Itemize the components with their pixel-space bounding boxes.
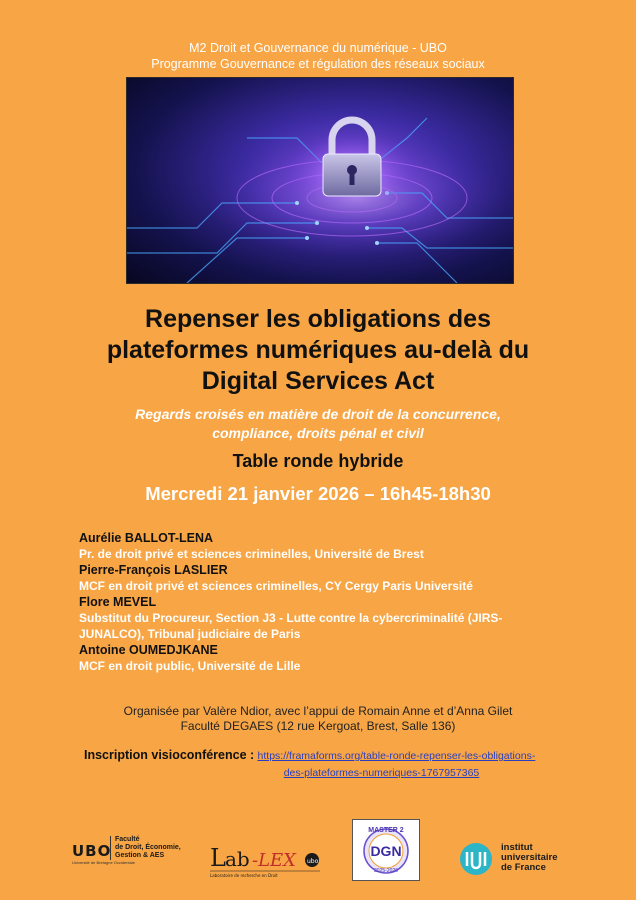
title-line-2: plateformes numériques au-delà du [106,336,530,364]
speaker-role: Substitut du Procureur, Section J3 - Lutte contre la cybercriminalité (JIRS- [79,611,503,625]
dgn-label: DGN [370,843,402,859]
header-line-1: M2 Droit et Gouvernance du numérique - UBO [189,41,447,55]
faculte-logo [110,836,181,860]
organisation-line-1: Organisée par Valère Ndior, avec l’appui de Romain Anne et d’Anna Gilet [123,704,513,718]
iuf-emblem [459,842,493,876]
cyber-lock-illustration [127,78,513,283]
svg-text:-LEX: -LEX [252,850,296,871]
inscription-label: Inscription visioconférence : [84,748,255,762]
ubo-tagline: Université de Bretagne Occidentale [72,860,135,865]
master-label: MASTER 2 [368,827,404,834]
speaker-role: MCF en droit public, Université de Lille [79,659,301,673]
speaker-3 [79,594,549,642]
svg-text:L: L [210,844,226,872]
hero-image [126,77,514,284]
speaker-role: MCF en droit privé et sciences criminelles, CY Cergy Paris Université [79,579,473,593]
speaker-name: Flore MEVEL [79,595,157,609]
lablex-logo [210,838,320,878]
iuf-logo [459,842,579,878]
speaker-4 [79,642,549,674]
svg-text:ab: ab [225,847,250,871]
faculte-line-1: Faculté [115,836,140,843]
inscription-link-line-2[interactable]: des-plateformes-numeriques-1767957365 [283,767,480,779]
header-line-2: Programme Gouvernance et régulation des réseaux sociaux [151,57,485,71]
speakers-list [79,530,549,674]
title-line-3: Digital Services Act [201,367,435,395]
title-line-1: Repenser les obligations des [145,305,491,333]
iuf-line-1: institut [501,842,533,853]
organisation [0,704,636,734]
iuf-line-3: de France [501,862,546,873]
speaker-name: Aurélie BALLOT-LENA [79,531,214,545]
master-dgn-logo [352,819,420,881]
event-date: Mercredi 21 janvier 2026 – 16h45-18h30 [145,483,491,504]
faculte-line-3: Gestion & AES [115,852,165,859]
speaker-role-continued: JUNALCO), Tribunal judiciaire de Paris [79,627,301,641]
event-title [40,304,596,397]
iuf-line-2: universitaire [501,852,558,863]
inscription-link-continued[interactable] [284,767,480,779]
lablex-badge: ubo [307,858,319,865]
inscription-link[interactable] [258,750,536,762]
lablex-logo-graphic [210,838,320,878]
speaker-name: Pierre-François LASLIER [79,563,228,577]
lablex-tagline: Laboratoire de recherche en Droit [210,873,278,878]
speaker-1 [79,530,549,562]
master-dgn-badge [353,820,419,880]
ubo-wordmark: UBO [72,842,112,860]
event-format: Table ronde hybride [232,451,404,471]
inscription-link-line-1[interactable]: https://framaforms.org/table-ronde-repenser-les-obligations- [257,750,536,762]
speaker-2 [79,562,549,594]
subtitle-line-1: Regards croisés en matière de droit de la concurrence, [135,406,501,422]
speaker-name: Antoine OUMEDJKANE [79,643,218,657]
inscription [84,747,584,781]
m2-year-label: 2025-2026 [374,868,398,874]
header [0,40,636,72]
subtitle-line-2: compliance, droits pénal et civil [212,425,424,441]
speaker-role: Pr. de droit privé et sciences criminelles, Université de Brest [79,547,424,561]
event-subtitle [40,405,596,443]
organisation-line-2: Faculté DEGAES (12 rue Kergoat, Brest, Salle 136) [180,719,456,733]
faculte-line-2: de Droit, Économie, [115,844,181,851]
